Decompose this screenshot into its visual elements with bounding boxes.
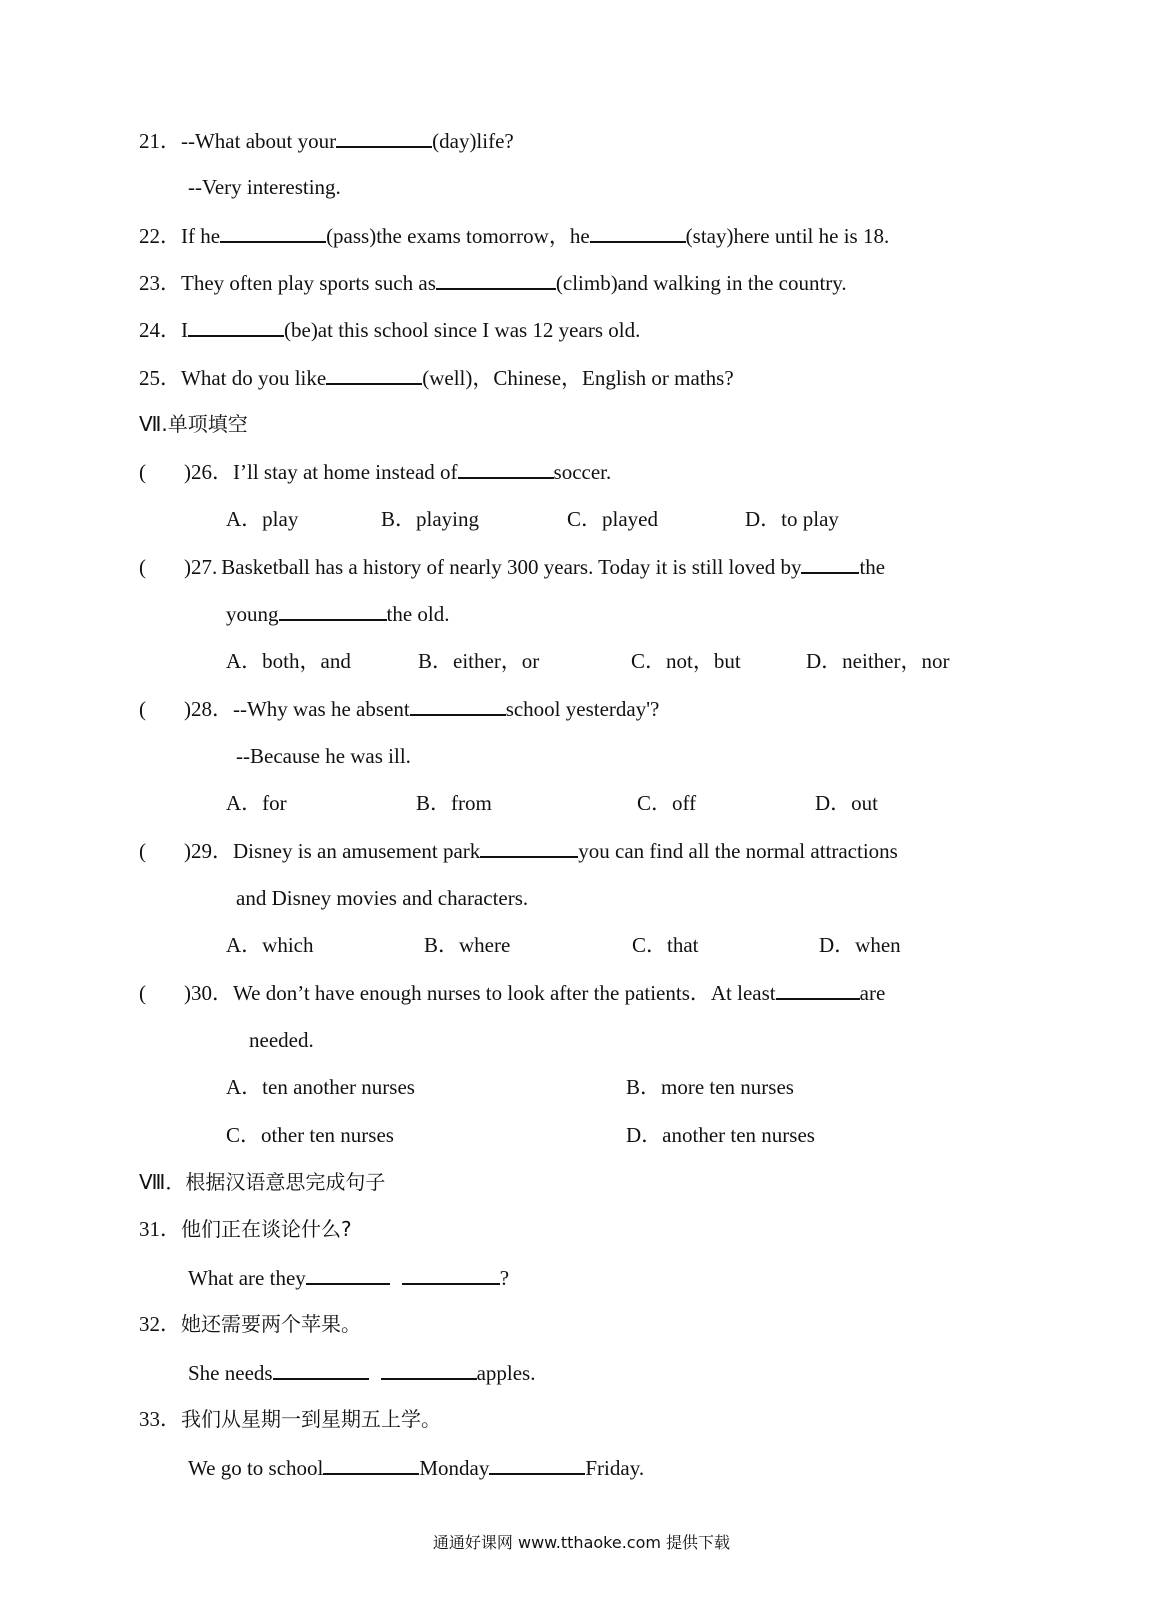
option-b[interactable]: B．playing xyxy=(381,507,479,531)
question-number: )27. xyxy=(184,555,218,579)
option-d[interactable]: D．neither，nor xyxy=(806,649,950,673)
answer-paren[interactable]: ( xyxy=(139,697,146,721)
answer-blank[interactable] xyxy=(458,457,554,479)
option-a[interactable]: A．which xyxy=(226,933,314,957)
question-29: ( )29．Disney is an amusement park you can find all the normal attractions xyxy=(139,836,898,865)
answer-blank[interactable] xyxy=(489,1453,585,1475)
answer-blank[interactable] xyxy=(336,126,432,148)
question-number: 23． xyxy=(139,271,181,295)
question-30-line2: needed. xyxy=(249,1028,314,1052)
question-24: 24．I (be)at this school since I was 12 years old. xyxy=(139,315,640,344)
question-number: )30． xyxy=(184,981,233,1005)
answer-paren[interactable]: ( xyxy=(139,555,146,579)
option-c[interactable]: C．played xyxy=(567,507,658,531)
answer-blank[interactable] xyxy=(410,694,506,716)
option-b[interactable]: B．from xyxy=(416,791,492,815)
question-31-answer: What are they ? xyxy=(188,1263,509,1292)
answer-blank[interactable] xyxy=(306,1263,390,1285)
question-31: 31．他们正在谈论什么? xyxy=(139,1217,352,1241)
section-heading-7: Ⅶ.单项填空 xyxy=(139,412,248,436)
option-a[interactable]: A．ten another nurses xyxy=(226,1075,415,1099)
option-b[interactable]: B．more ten nurses xyxy=(626,1075,794,1099)
question-number: 25． xyxy=(139,366,181,390)
question-number: )28． xyxy=(184,697,233,721)
option-c[interactable]: C．that xyxy=(632,933,699,957)
answer-blank[interactable] xyxy=(273,1358,369,1380)
answer-blank[interactable] xyxy=(326,363,422,385)
question-number: 33． xyxy=(139,1407,181,1431)
question-33: 33．我们从星期一到星期五上学。 xyxy=(139,1407,441,1431)
question-number: 31． xyxy=(139,1217,181,1241)
option-d[interactable]: D．to play xyxy=(745,507,839,531)
question-32: 32．她还需要两个苹果。 xyxy=(139,1312,361,1336)
answer-blank[interactable] xyxy=(776,978,860,1000)
answer-blank[interactable] xyxy=(323,1453,419,1475)
question-22: 22．If he (pass)the exams tomorrow，he (stay)here until he is 18. xyxy=(139,221,889,250)
question-21: 21．--What about your (day)life? xyxy=(139,126,514,155)
question-number: 22． xyxy=(139,224,181,248)
question-28-reply: --Because he was ill. xyxy=(236,744,411,768)
question-32-answer: She needs apples. xyxy=(188,1358,535,1387)
answer-blank[interactable] xyxy=(590,221,686,243)
question-28: ( )28．--Why was he absent school yesterday'? xyxy=(139,694,659,723)
question-21-reply: --Very interesting. xyxy=(188,175,341,199)
option-d[interactable]: D．another ten nurses xyxy=(626,1123,815,1147)
answer-paren[interactable]: ( xyxy=(139,839,146,863)
question-number: 24． xyxy=(139,318,181,342)
answer-blank[interactable] xyxy=(220,221,326,243)
answer-blank[interactable] xyxy=(402,1263,500,1285)
option-d[interactable]: D．out xyxy=(815,791,878,815)
question-25: 25．What do you like (well)，Chinese，English or maths? xyxy=(139,363,734,392)
answer-blank[interactable] xyxy=(436,268,556,290)
answer-paren[interactable]: ( xyxy=(139,981,146,1005)
answer-blank[interactable] xyxy=(279,599,387,621)
answer-paren[interactable]: ( xyxy=(139,460,146,484)
question-26: ( )26．I’ll stay at home instead of soccer. xyxy=(139,457,611,486)
option-a[interactable]: A．both，and xyxy=(226,649,351,673)
answer-blank[interactable] xyxy=(480,836,578,858)
answer-blank[interactable] xyxy=(801,552,859,574)
option-a[interactable]: A．for xyxy=(226,791,287,815)
section-heading-8: Ⅷ．根据汉语意思完成句子 xyxy=(139,1170,386,1194)
question-number: 21． xyxy=(139,129,181,153)
answer-blank[interactable] xyxy=(188,315,284,337)
option-c[interactable]: C．off xyxy=(637,791,697,815)
option-a[interactable]: A．play xyxy=(226,507,299,531)
page-footer: 通通好课网 www.tthaoke.com 提供下载 xyxy=(432,1533,731,1552)
answer-blank[interactable] xyxy=(381,1358,477,1380)
option-c[interactable]: C．other ten nurses xyxy=(226,1123,394,1147)
question-23: 23．They often play sports such as (climb)and walking in the country. xyxy=(139,268,847,297)
option-c[interactable]: C．not，but xyxy=(631,649,741,673)
question-29-line2: and Disney movies and characters. xyxy=(236,886,529,910)
question-27-line2: young the old. xyxy=(226,599,450,628)
option-d[interactable]: D．when xyxy=(819,933,901,957)
question-30: ( )30．We don’t have enough nurses to look after the patients．At least are xyxy=(139,978,885,1007)
question-number: )29． xyxy=(184,839,233,863)
option-b[interactable]: B．either，or xyxy=(418,649,540,673)
question-33-answer: We go to school Monday Friday. xyxy=(188,1453,644,1482)
question-number: 32． xyxy=(139,1312,181,1336)
question-27: ( )27. Basketball has a history of nearly 300 years. Today it is still loved by the xyxy=(139,552,885,581)
option-b[interactable]: B．where xyxy=(424,933,511,957)
question-number: )26． xyxy=(184,460,233,484)
